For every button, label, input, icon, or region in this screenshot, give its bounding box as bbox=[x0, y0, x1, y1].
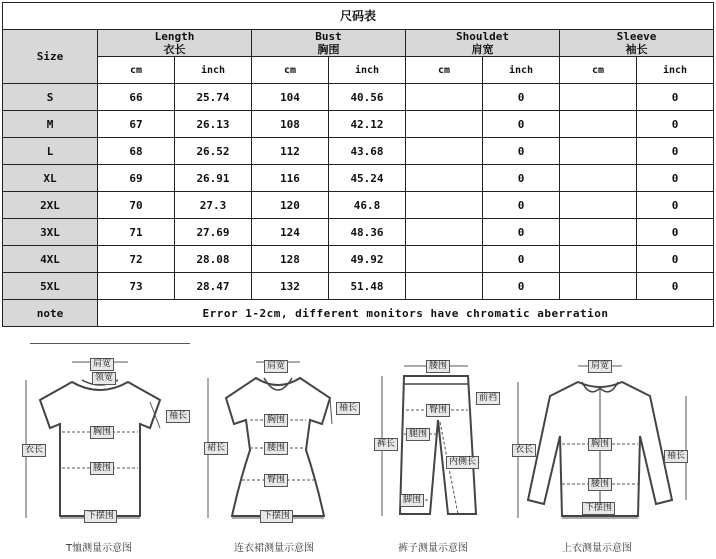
value-cell: 0 bbox=[637, 138, 714, 165]
label-shoulder: 肩宽 bbox=[588, 360, 612, 373]
value-cell: 0 bbox=[483, 246, 560, 273]
value-cell: 28.47 bbox=[175, 273, 252, 300]
unit-header: cm bbox=[98, 57, 175, 84]
value-cell: 116 bbox=[252, 165, 329, 192]
label-bust: 胸围 bbox=[588, 438, 612, 451]
caption: 裤子测量示意图 bbox=[398, 543, 468, 554]
size-cell: 3XL bbox=[3, 219, 98, 246]
measurement-diagrams bbox=[0, 340, 716, 559]
table-row bbox=[3, 138, 714, 165]
value-cell: 27.3 bbox=[175, 192, 252, 219]
label-length: 裤长 bbox=[374, 438, 398, 451]
label-hip: 臀围 bbox=[264, 474, 288, 487]
dress-diagram bbox=[198, 340, 368, 559]
value-cell bbox=[560, 111, 637, 138]
caption: 连衣裙测量示意图 bbox=[234, 543, 314, 554]
value-cell bbox=[560, 219, 637, 246]
note-text: Error 1-2cm, different monitors have chromatic aberration bbox=[98, 300, 714, 327]
caption: 上衣测量示意图 bbox=[562, 543, 632, 554]
value-cell: 124 bbox=[252, 219, 329, 246]
table-title: 尺码表 bbox=[3, 3, 714, 30]
value-cell: 70 bbox=[98, 192, 175, 219]
table-row bbox=[3, 165, 714, 192]
shirt-diagram bbox=[510, 340, 714, 559]
value-cell: 0 bbox=[637, 246, 714, 273]
table-row bbox=[3, 111, 714, 138]
value-cell: 25.74 bbox=[175, 84, 252, 111]
value-cell: 72 bbox=[98, 246, 175, 273]
value-cell: 26.13 bbox=[175, 111, 252, 138]
value-cell: 45.24 bbox=[329, 165, 406, 192]
value-cell: 0 bbox=[483, 138, 560, 165]
value-cell: 68 bbox=[98, 138, 175, 165]
size-chart-table bbox=[2, 2, 714, 327]
label-hem: 下摆围 bbox=[582, 502, 615, 515]
table-row bbox=[3, 192, 714, 219]
value-cell: 108 bbox=[252, 111, 329, 138]
size-cell: S bbox=[3, 84, 98, 111]
size-cell: 2XL bbox=[3, 192, 98, 219]
size-cell: XL bbox=[3, 165, 98, 192]
size-cell: M bbox=[3, 111, 98, 138]
label-collar: 领宽 bbox=[92, 372, 116, 385]
size-cell: 5XL bbox=[3, 273, 98, 300]
label-hip: 臀围 bbox=[426, 404, 450, 417]
value-cell: 0 bbox=[637, 165, 714, 192]
value-cell bbox=[560, 138, 637, 165]
label-inseam: 内侧长 bbox=[446, 456, 479, 469]
value-cell bbox=[406, 111, 483, 138]
length-header: Length 衣长 bbox=[98, 30, 252, 57]
label-bust: 胸围 bbox=[90, 426, 114, 439]
label-waist: 腰围 bbox=[588, 478, 612, 491]
shoulder-header: Shouldet 肩宽 bbox=[406, 30, 560, 57]
value-cell: 0 bbox=[637, 273, 714, 300]
value-cell: 112 bbox=[252, 138, 329, 165]
size-header: Size bbox=[3, 30, 98, 84]
value-cell: 26.52 bbox=[175, 138, 252, 165]
unit-header: inch bbox=[329, 57, 406, 84]
unit-header: cm bbox=[560, 57, 637, 84]
bust-header: Bust 胸围 bbox=[252, 30, 406, 57]
value-cell: 104 bbox=[252, 84, 329, 111]
value-cell: 43.68 bbox=[329, 138, 406, 165]
label-length: 衣长 bbox=[512, 444, 536, 457]
value-cell: 0 bbox=[483, 192, 560, 219]
value-cell: 46.8 bbox=[329, 192, 406, 219]
pants-diagram bbox=[368, 340, 508, 559]
unit-header: cm bbox=[406, 57, 483, 84]
value-cell bbox=[406, 84, 483, 111]
value-cell bbox=[406, 273, 483, 300]
note-label: note bbox=[3, 300, 98, 327]
value-cell: 66 bbox=[98, 84, 175, 111]
value-cell bbox=[406, 219, 483, 246]
label-length: 裙长 bbox=[204, 442, 228, 455]
value-cell bbox=[560, 84, 637, 111]
label-waist: 腰围 bbox=[264, 442, 288, 455]
value-cell: 48.36 bbox=[329, 219, 406, 246]
table-row bbox=[3, 273, 714, 300]
label-waist: 腰围 bbox=[426, 360, 450, 373]
value-cell: 40.56 bbox=[329, 84, 406, 111]
label-length: 衣长 bbox=[22, 444, 46, 457]
caption: T恤测量示意图 bbox=[66, 543, 133, 554]
unit-header: inch bbox=[175, 57, 252, 84]
label-sleeve: 袖长 bbox=[336, 402, 360, 415]
size-cell: 4XL bbox=[3, 246, 98, 273]
value-cell: 0 bbox=[483, 219, 560, 246]
label-hem: 下摆围 bbox=[84, 510, 117, 523]
label-waist: 腰围 bbox=[90, 462, 114, 475]
label-hem: 脚围 bbox=[400, 494, 424, 507]
value-cell bbox=[560, 246, 637, 273]
value-cell: 0 bbox=[637, 84, 714, 111]
value-cell: 0 bbox=[637, 192, 714, 219]
value-cell: 51.48 bbox=[329, 273, 406, 300]
value-cell: 128 bbox=[252, 246, 329, 273]
value-cell bbox=[560, 192, 637, 219]
table-row bbox=[3, 84, 714, 111]
value-cell bbox=[406, 192, 483, 219]
label-front-rise: 前裆 bbox=[476, 392, 500, 405]
value-cell: 73 bbox=[98, 273, 175, 300]
tshirt-diagram bbox=[10, 340, 190, 559]
value-cell: 71 bbox=[98, 219, 175, 246]
value-cell: 67 bbox=[98, 111, 175, 138]
label-shoulder: 肩宽 bbox=[90, 358, 114, 371]
label-thigh: 腿围 bbox=[406, 428, 430, 441]
table-row bbox=[3, 219, 714, 246]
value-cell: 132 bbox=[252, 273, 329, 300]
label-hem: 下摆围 bbox=[260, 510, 293, 523]
value-cell: 120 bbox=[252, 192, 329, 219]
value-cell: 0 bbox=[483, 111, 560, 138]
value-cell bbox=[560, 165, 637, 192]
value-cell: 26.91 bbox=[175, 165, 252, 192]
value-cell: 49.92 bbox=[329, 246, 406, 273]
value-cell bbox=[406, 138, 483, 165]
value-cell: 0 bbox=[483, 165, 560, 192]
value-cell bbox=[406, 165, 483, 192]
unit-header: inch bbox=[637, 57, 714, 84]
value-cell: 0 bbox=[637, 219, 714, 246]
label-bust: 胸围 bbox=[264, 414, 288, 427]
sleeve-header: Sleeve 袖长 bbox=[560, 30, 714, 57]
value-cell: 27.69 bbox=[175, 219, 252, 246]
value-cell: 69 bbox=[98, 165, 175, 192]
value-cell bbox=[560, 273, 637, 300]
value-cell: 0 bbox=[483, 273, 560, 300]
value-cell: 0 bbox=[637, 111, 714, 138]
value-cell bbox=[406, 246, 483, 273]
value-cell: 28.08 bbox=[175, 246, 252, 273]
label-sleeve: 袖长 bbox=[166, 410, 190, 423]
unit-header: cm bbox=[252, 57, 329, 84]
unit-header: inch bbox=[483, 57, 560, 84]
value-cell: 0 bbox=[483, 84, 560, 111]
table-row bbox=[3, 246, 714, 273]
size-cell: L bbox=[3, 138, 98, 165]
label-sleeve: 袖长 bbox=[664, 450, 688, 463]
label-shoulder: 肩宽 bbox=[264, 360, 288, 373]
value-cell: 42.12 bbox=[329, 111, 406, 138]
